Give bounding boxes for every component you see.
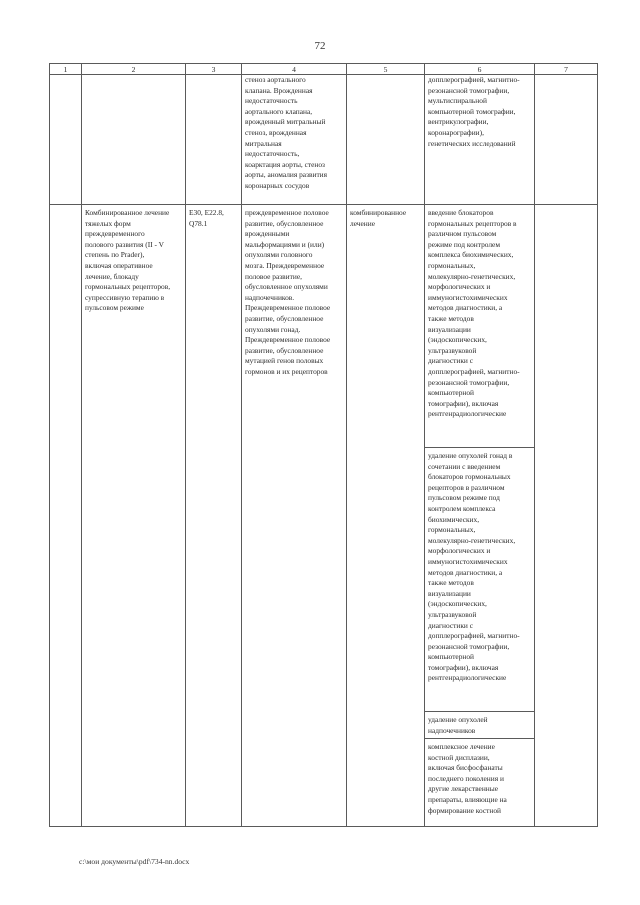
row2-cell-1 [50,205,82,827]
column-header-4: 4 [242,64,347,75]
text-line: допплерографией, магнитно- [428,631,520,641]
row1-method-cell [425,75,535,205]
text-line: томографии), включая [428,662,499,672]
method-cell [425,739,535,827]
text-line: Q78.1 [189,218,208,228]
text-line: надпочечников [428,725,476,735]
row1-cell-3 [186,75,242,205]
text-line: также методов [428,313,474,323]
text-line: развитие, обусловленное [245,218,324,228]
text-line: клапана. Врожденная [245,85,313,95]
text-line: удаление опухолей гонад в [428,451,513,460]
text-line: молекулярно-генетических, [428,271,516,281]
row1-cell-1 [50,75,82,205]
text-line: мальформациями и (или) [245,239,325,249]
text-line: аорты, аномалия развития [245,170,328,180]
text-line: митральная [245,138,282,148]
method-cell [425,448,535,712]
table-row [50,75,598,205]
text-line: гормональных, [428,260,476,270]
row1-cell-7 [535,75,598,205]
text-line: томографии), включая [428,398,499,408]
text-line: врожденными [245,229,290,239]
text-line: надпочечников. [245,292,295,302]
text-line: включая бисфосфанаты [428,763,503,773]
text-line: лечение, блокаду [85,271,139,281]
text-line: допплерографией, магнитно- [428,366,520,376]
text-line: вентрикулографии, [428,117,489,127]
text-line: сочетании с введением [428,461,501,471]
page-number: 72 [314,40,326,52]
icd-codes-cell [186,205,242,827]
text-line: резонансной томографии, [428,377,510,387]
text-line: методов диагностики, а [428,567,503,577]
text-line: стеноз, врожденная [245,127,307,137]
treatment-type-cell [347,205,425,827]
table-header-row [50,64,598,75]
row2-cell-7 [535,205,598,827]
text-line: компьютерной томографии, [428,106,516,116]
text-line: обусловленное опухолями [245,282,328,292]
text-line: пульсовом режиме [85,303,144,313]
text-line: стеноз аортального [245,75,306,84]
text-line: развитие, обусловленное [245,313,324,323]
text-line: диагностики с [428,356,474,366]
text-line: резонансной томографии, [428,641,510,651]
text-line: морфологических и [428,546,491,556]
method-cell [425,205,535,448]
text-line: аортального клапана, [245,106,313,116]
text-line: резонансной томографии, [428,85,510,95]
text-line: формирование костной [428,805,502,815]
text-line: мутацией генов половых [245,356,324,366]
text-line: половое развитие, [245,271,302,281]
text-line: E30, E22.8, [189,208,224,217]
text-line: степень по Prader), [85,250,145,260]
text-line: пульсовом режиме под [428,493,500,503]
text-line: коронарографии), [428,127,484,137]
column-header-3: 3 [186,64,242,75]
text-line: гормональных рецепторов, [85,282,171,292]
text-line: диагностики с [428,620,474,630]
text-line: препараты, влияющие на [428,794,507,804]
text-line: ультразвуковой [428,345,477,355]
text-line: комплексное лечение [428,742,495,751]
column-header-5: 5 [347,64,425,75]
text-line: супрессивную терапию в [85,292,165,302]
text-line: также методов [428,578,474,588]
text-line: блокаторов гормональных [428,472,511,482]
table-row [50,205,598,448]
text-line: преждевременного [85,229,145,239]
column-header-1: 1 [50,64,82,75]
text-line: иммуногистохимических [428,292,508,302]
text-line: различном пульсовом [428,229,497,239]
text-line: комплекса биохимических, [428,250,514,260]
text-line: визуализации [428,588,471,598]
text-line: визуализации [428,324,471,334]
text-line: Комбинированное лечение [85,208,170,217]
text-line: врожденный митральный [245,117,326,127]
row1-diagnosis-cell [242,75,347,205]
text-line: гормональных, [428,525,476,535]
text-line: (эндоскопических, [428,335,487,345]
text-line: удаление опухолей [428,715,488,724]
text-line: биохимических, [428,514,480,524]
text-line: коронарных сосудов [245,180,310,190]
text-line: недостаточность [245,96,298,106]
text-line: ультразвуковой [428,609,477,619]
text-line: мозга. Преждевременное [245,260,325,270]
row1-cell-2 [82,75,186,205]
text-line: режиме под контролем [428,239,501,249]
text-line: генетических исследований [428,138,516,148]
text-line: контролем комплекса [428,503,496,513]
text-line: рентгенрадиологические [428,409,507,419]
text-line: недостаточность, [245,149,300,159]
text-line: мультиспиральной [428,96,487,106]
text-line: рентгенрадиологические [428,673,507,683]
text-line: (эндоскопических, [428,599,487,609]
diagnosis-cell [242,205,347,827]
text-line: развитие, обусловленное [245,345,324,355]
text-line: Преждевременное половое [245,335,331,345]
text-line: Преждевременное половое [245,303,331,313]
document-table [49,63,598,827]
text-line: другие лекарственные [428,784,498,794]
text-line: молекулярно-генетических, [428,535,516,545]
column-header-2: 2 [82,64,186,75]
text-line: лечение [350,218,375,228]
text-line: рецепторов в различном [428,482,505,492]
text-line: компьютерной [428,652,475,662]
text-line: тяжелых форм [85,218,131,228]
column-header-6: 6 [425,64,535,75]
text-line: компьютерной [428,388,475,398]
column-header-7: 7 [535,64,598,75]
file-path-footer: c:\мои документы\pdf\734-nn.docx [79,857,190,866]
text-line: последнего поколения и [428,773,504,783]
text-line: методов диагностики, а [428,303,503,313]
method-cell [425,712,535,739]
text-line: комбинированное [350,208,407,217]
treatment-profile-cell [82,205,186,827]
text-line: допплерографией, магнитно- [428,75,520,84]
text-line: гормональных рецепторов в [428,218,517,228]
text-line: морфологических и [428,282,491,292]
text-line: полового развития (II - V [85,239,164,249]
text-line: опухолями головного [245,250,313,260]
text-line: преждевременное половое [245,208,329,217]
text-line: иммуногистохимических [428,556,508,566]
text-line: коарктация аорты, стеноз [245,159,325,169]
text-line: опухолями гонад. [245,324,301,334]
row1-cell-5 [347,75,425,205]
text-line: введение блокаторов [428,208,494,217]
text-line: гормонов и их рецепторов [245,366,328,376]
text-line: костной дисплазии, [428,752,490,762]
text-line: включая оперативное [85,260,153,270]
